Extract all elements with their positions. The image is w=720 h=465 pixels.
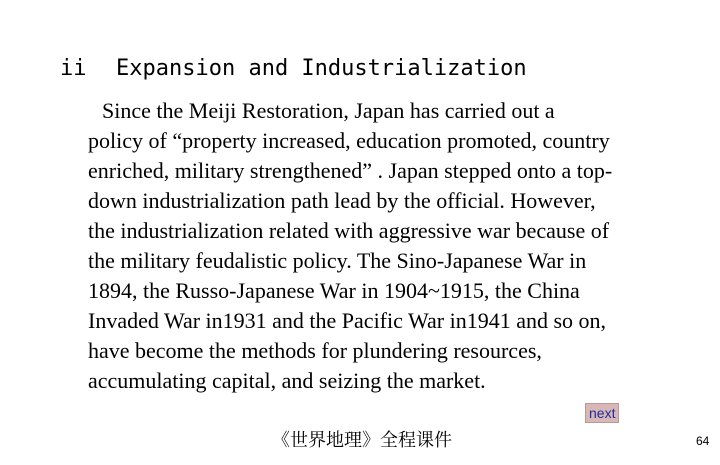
paragraph-line: down industrialization path lead by the official. However, bbox=[88, 188, 596, 213]
page-number: 64 bbox=[696, 434, 710, 448]
footer-course-title: 《世界地理》全程课件 bbox=[272, 430, 452, 451]
paragraph-line: accumulating capital, and seizing the market. bbox=[88, 368, 486, 393]
paragraph-line: Invaded War in1931 and the Pacific War in1941 and so on, bbox=[88, 308, 607, 333]
section-heading bbox=[60, 56, 527, 81]
section-title: Expansion and Industrialization bbox=[116, 56, 527, 81]
next-button[interactable]: next bbox=[585, 403, 619, 423]
paragraph-line: Since the Meiji Restoration, Japan has carried out a bbox=[102, 98, 555, 123]
paragraph-line: enriched, military strengthened” . Japan stepped onto a top- bbox=[88, 158, 613, 183]
body-paragraph bbox=[88, 96, 668, 396]
paragraph-line: the industrialization related with aggressive war because of bbox=[88, 218, 610, 243]
paragraph-line: the military feudalistic policy. The Sino-Japanese War in bbox=[88, 248, 587, 273]
paragraph-line: policy of “property increased, education promoted, country bbox=[88, 128, 610, 153]
section-number: ii bbox=[60, 56, 87, 81]
paragraph-line: 1894, the Russo-Japanese War in 1904~1915, the China bbox=[88, 278, 580, 303]
paragraph-line: have become the methods for plundering resources, bbox=[88, 338, 542, 363]
